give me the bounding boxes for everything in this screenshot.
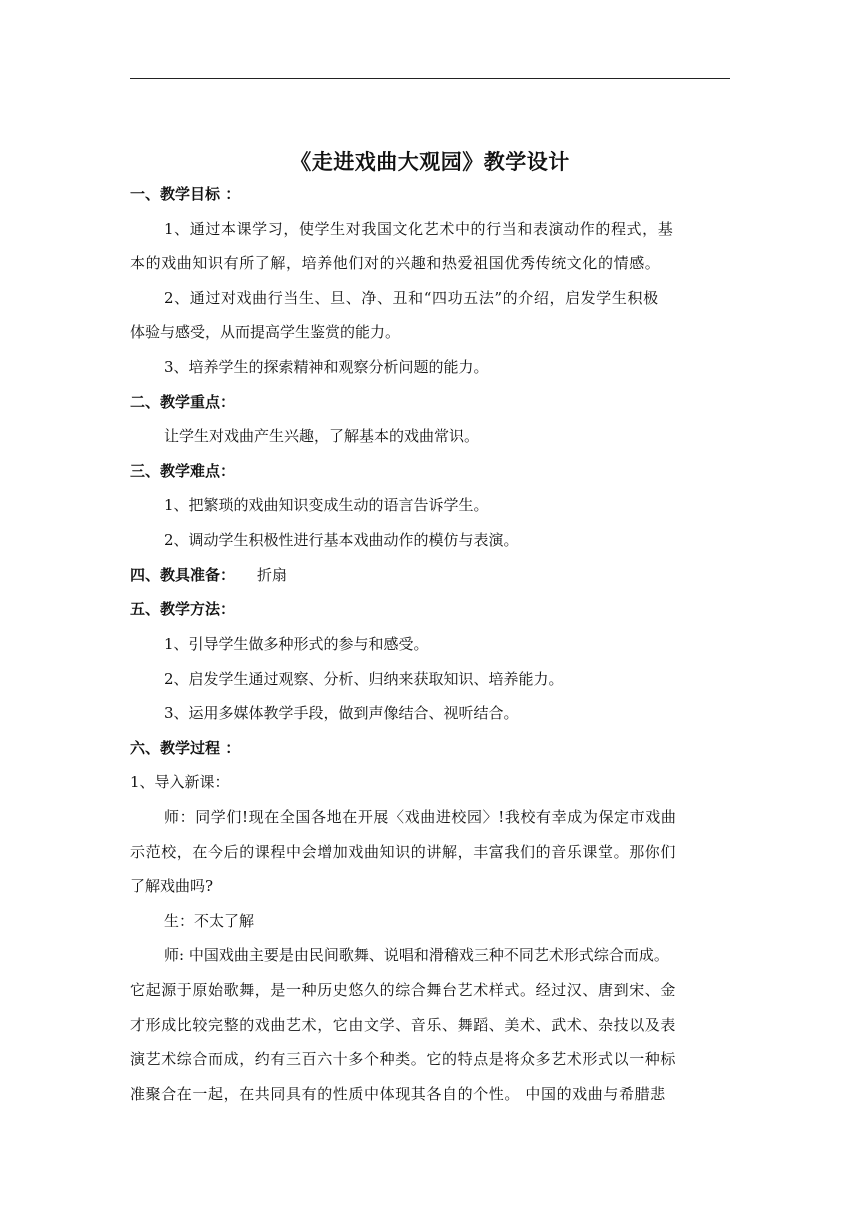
method-3: 3、运用多媒体教学手段，做到声像结合、视听结合。 bbox=[164, 704, 519, 722]
dialogue-teacher-2-line-1: 师: 中国戏曲主要是由民间歌舞、说唱和滑稽戏三种不同艺术形式综合而成。 bbox=[164, 946, 669, 964]
process-step-1: 1、导入新课： bbox=[130, 773, 230, 791]
section-5-heading: 五、教学方法： bbox=[130, 600, 236, 618]
section-4-heading bbox=[130, 565, 740, 585]
goal-1-line-1: 1、通过本课学习，使学生对我国文化艺术中的行当和表演动作的程式，基 bbox=[164, 220, 674, 238]
document-title: 《走进戏曲大观园》教学设计 bbox=[290, 150, 570, 174]
dialogue-teacher-1-line-1: 师：同学们!现在全国各地在开展〈戏曲进校园〉!我校有幸成为保定市戏曲 bbox=[164, 808, 677, 826]
difficulty-1: 1、把繁琐的戏曲知识变成生动的语言告诉学生。 bbox=[164, 496, 489, 514]
goal-3: 3、培养学生的探索精神和观察分析问题的能力。 bbox=[164, 358, 489, 376]
dialogue-teacher-2-line-4: 演艺术综合而成，约有三百六十多个种类。它的特点是将众多艺术形式以一种标 bbox=[130, 1050, 677, 1068]
section-1-heading: 一、教学目标 ： bbox=[130, 185, 241, 203]
difficulty-2: 2、调动学生积极性进行基本戏曲动作的模仿与表演。 bbox=[164, 531, 519, 549]
dialogue-teacher-2-line-5: 准聚合在一起，在共同具有的性质中体现其各自的个性。 中国的戏曲与希腊悲 bbox=[130, 1085, 666, 1103]
goal-2-line-1: 2、通过对戏曲行当生、旦、净、丑和“四功五法”的介绍，启发学生积极 bbox=[164, 289, 659, 307]
dialogue-teacher-2-line-2: 它起源于原始歌舞，是一种历史悠久的综合舞台艺术样式。经过汉、唐到宋、金 bbox=[130, 981, 677, 999]
method-1: 1、引导学生做多种形式的参与和感受。 bbox=[164, 635, 429, 653]
section-4-label: 四、教具准备： bbox=[130, 566, 236, 584]
header-rule bbox=[130, 78, 730, 79]
dialogue-teacher-1-line-2: 示范校，在今后的课程中会增加戏曲知识的讲解，丰富我们的音乐课堂。那你们 bbox=[130, 843, 677, 861]
key-point-text: 让学生对戏曲产生兴趣，了解基本的戏曲常识。 bbox=[164, 427, 480, 445]
goal-1-line-2: 本的戏曲知识有所了解，培养他们对的兴趣和热爱祖国优秀传统文化的情感。 bbox=[130, 254, 661, 272]
section-3-heading: 三、教学难点： bbox=[130, 462, 236, 480]
dialogue-student-1: 生：不太了解 bbox=[164, 912, 255, 930]
dialogue-teacher-1-line-3: 了解戏曲吗? bbox=[130, 877, 214, 895]
section-6-heading: 六、教学过程 ： bbox=[130, 739, 241, 757]
teaching-tool: 折扇 bbox=[257, 566, 288, 584]
dialogue-teacher-2-line-3: 才形成比较完整的戏曲艺术，它由文学、音乐、舞蹈、美术、武术、杂技以及表 bbox=[130, 1016, 677, 1034]
section-2-heading: 二、教学重点： bbox=[130, 393, 236, 411]
method-2: 2、启发学生通过观察、分析、归纳来获取知识、培养能力。 bbox=[164, 670, 564, 688]
goal-2-line-2: 体验与感受，从而提高学生鉴赏的能力。 bbox=[130, 323, 401, 341]
